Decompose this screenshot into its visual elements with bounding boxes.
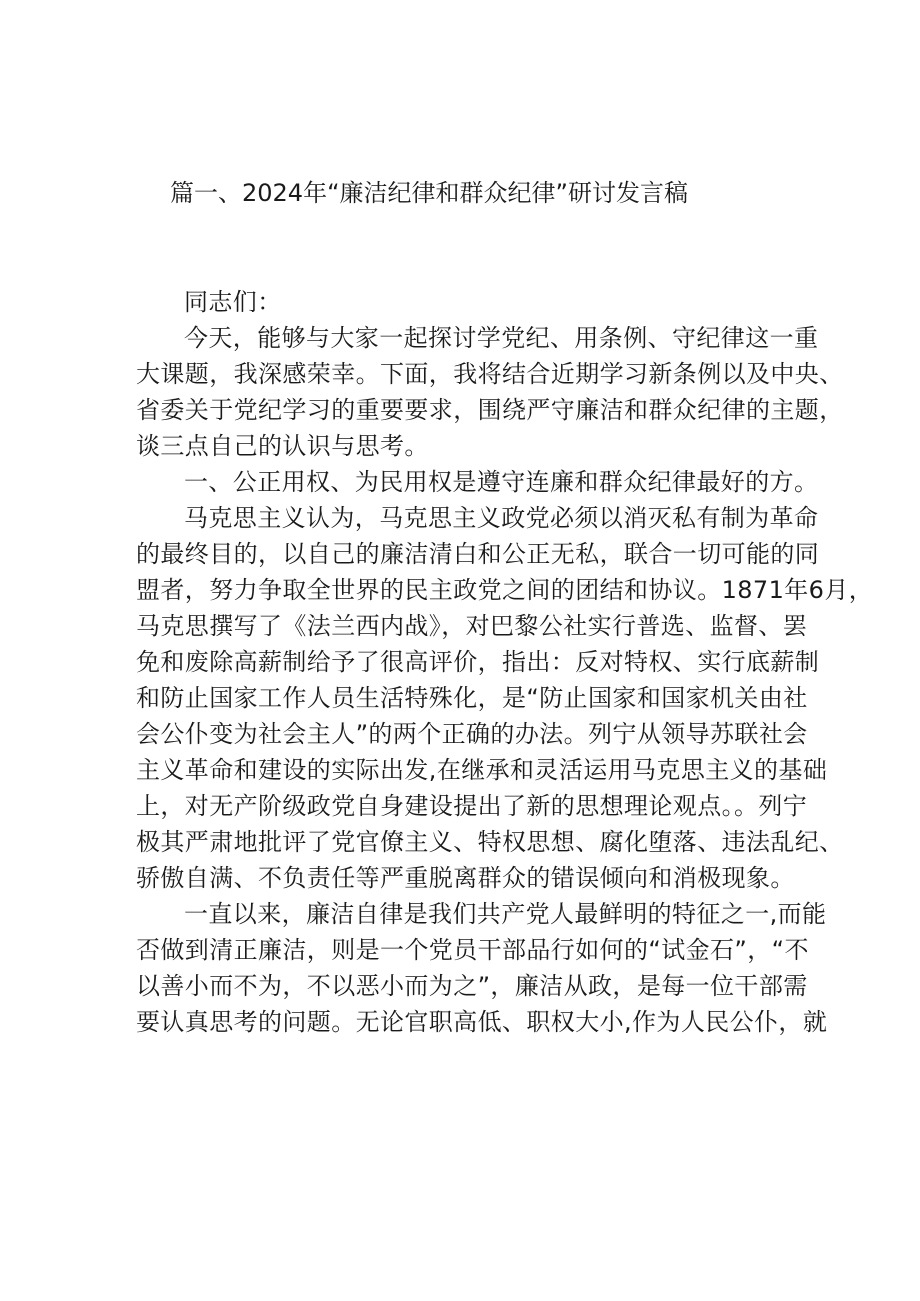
- text-line: 上，对无产阶级政党自身建设提出了新的思想理论观点。。列宁: [136, 792, 808, 820]
- text-line: 以善小而不为，不以恶小而为之”，廉洁从政，是每一位干部需: [136, 972, 808, 1000]
- text-line: 极其严肃地批评了党官僚主义、特权思想、腐化堕落、违法乱纪、: [136, 828, 844, 856]
- text-line: 同志们：: [184, 288, 282, 316]
- text-line: 主义革命和建设的实际出发,在继承和灵活运用马克思主义的基础: [136, 756, 828, 784]
- text-line: 今天，能够与大家一起探讨学党纪、用条例、守纪律这一重: [184, 324, 819, 352]
- text-line: 一、公正用权、为民用权是遵守连廉和群众纪律最好的方。: [184, 468, 819, 496]
- document-title: 篇一、2024年“廉洁纪律和群众纪律”研讨发言稿: [170, 179, 688, 207]
- text-line: 会公仆变为社会主人”的两个正确的办法。列宁从领导苏联社会: [136, 720, 808, 748]
- text-line: 要认真思考的问题。无论官职高低、职权大小,作为人民公仆，就: [136, 1008, 828, 1036]
- text-line: 谈三点自己的认识与思考。: [136, 432, 429, 460]
- paragraph-intro: [136, 320, 844, 464]
- text-line: 马克思主义认为，马克思主义政党必须以消灭私有制为革命: [184, 504, 819, 532]
- section-heading: [136, 464, 819, 500]
- text-line: 骄傲自满、不负责任等严重脱离群众的错误倾向和消极现象。: [136, 864, 795, 892]
- text-line: 的最终目的，以自己的廉洁清白和公正无私，联合一切可能的同: [136, 540, 820, 568]
- text-line: 大课题，我深感荣幸。下面，我将结合近期学习新条例以及中央、: [136, 360, 844, 388]
- paragraph-marxism: [136, 500, 874, 896]
- document-body: [136, 284, 874, 1040]
- text-line: 省委关于党纪学习的重要要求，围绕严守廉洁和群众纪律的主题，: [136, 396, 844, 424]
- text-line: 免和废除高薪制给予了很高评价，指出：反对特权、实行底薪制: [136, 648, 820, 676]
- text-line: 马克思撰写了《法兰西内战》，对巴黎公社实行普选、监督、罢: [136, 612, 808, 640]
- text-line: 和防止国家工作人员生活特殊化，是“防止国家和国家机关由社: [136, 684, 808, 712]
- salutation: [136, 284, 790, 320]
- text-line: 一直以来，廉洁自律是我们共产党人最鲜明的特征之一,而能: [184, 900, 827, 928]
- text-line: 否做到清正廉洁，则是一个党员干部品行如何的“试金石”，“不: [136, 936, 809, 964]
- text-line: 盟者，努力争取全世界的民主政党之间的团结和协议。1871年6月，: [136, 576, 874, 604]
- paragraph-self-discipline: [136, 896, 828, 1040]
